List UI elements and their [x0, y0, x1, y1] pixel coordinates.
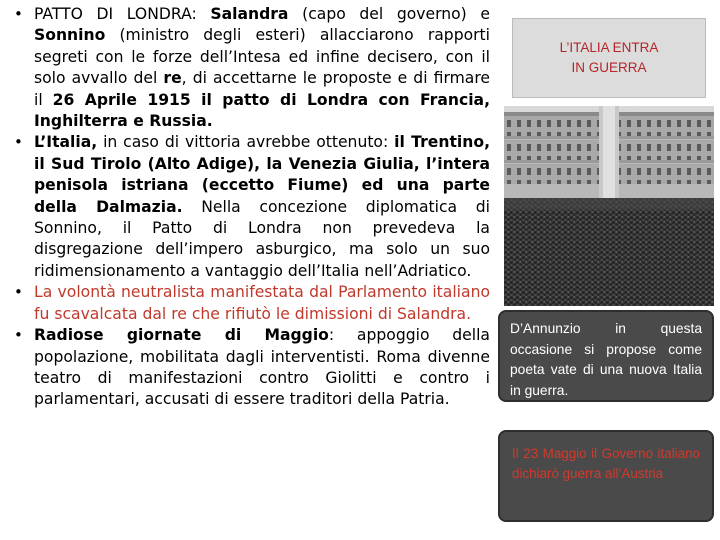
bold-text: 26 Aprile 1915 il patto di Londra con Francia, Inghilterra e Russia. [34, 90, 490, 131]
body-text: La volontà neutralista manifestata dal Parlamento italiano fu scavalcata dal re che rifiutò le dimissioni di Salandra. [34, 283, 490, 323]
dannunzio-caption: D’Annunzio in questa occasione si propose come poeta vate di una nuova Italia in guerra. [498, 310, 714, 402]
crowd-photo [504, 106, 714, 306]
body-text: (ministro degli esteri) allacciarono rapporti segreti con le forze dell’Intesa ed infine decisero, con il solo avvallo del [34, 26, 490, 88]
bullet-marker: • [14, 133, 23, 152]
bullet-item [12, 132, 490, 282]
bullet-item [12, 282, 490, 325]
bullet-item [12, 4, 490, 132]
bullet-item [12, 325, 490, 411]
bold-text: re [163, 69, 182, 88]
bold-text: Salandra [210, 5, 289, 23]
right-column [496, 0, 720, 540]
bullet-marker: • [14, 283, 23, 302]
body-text: , di accettarne le proposte e di firmare il [34, 69, 490, 109]
body-text: : appoggio della popolazione, mobilitata dagli interventisti. Roma divenne teatro di manifestazioni contro Giolitti e contro i parlamentari, accusati di essere traditori della Patria. [34, 326, 490, 409]
bullet-list [12, 4, 490, 411]
bullet-marker: • [14, 326, 23, 345]
crowd-photo-image [504, 106, 714, 306]
bold-text: L’Italia, [34, 133, 98, 152]
body-text: in caso di vittoria avrebbe ottenuto: [97, 133, 395, 152]
bold-text: il Trentino, il Sud Tirolo (Alto Adige), la Venezia Giulia, l’intera penisola istriana (eccetto Fiume) ed una parte della Dalmazia. [34, 133, 490, 216]
war-declaration-caption: Il 23 Maggio il Governo italiano dichiarò guerra all’Austria [498, 430, 714, 522]
body-text: (capo del governo) e [288, 5, 490, 23]
body-text: Nella concezione diplomatica di Sonnino, il Patto di Londra non prevedeva la disgregazione dell’impero asburgico, ma solo un suo ridimensionamento a vantaggio dell’Italia nell’Adriatico. [34, 197, 490, 280]
body-text: PATTO DI LONDRA: [34, 5, 211, 23]
bold-text: Sonnino [34, 26, 106, 45]
title-box: L’ITALIA ENTRA IN GUERRA [512, 18, 706, 98]
bold-text: Radiose giornate di Maggio [34, 326, 329, 345]
bullet-marker: • [14, 5, 23, 23]
